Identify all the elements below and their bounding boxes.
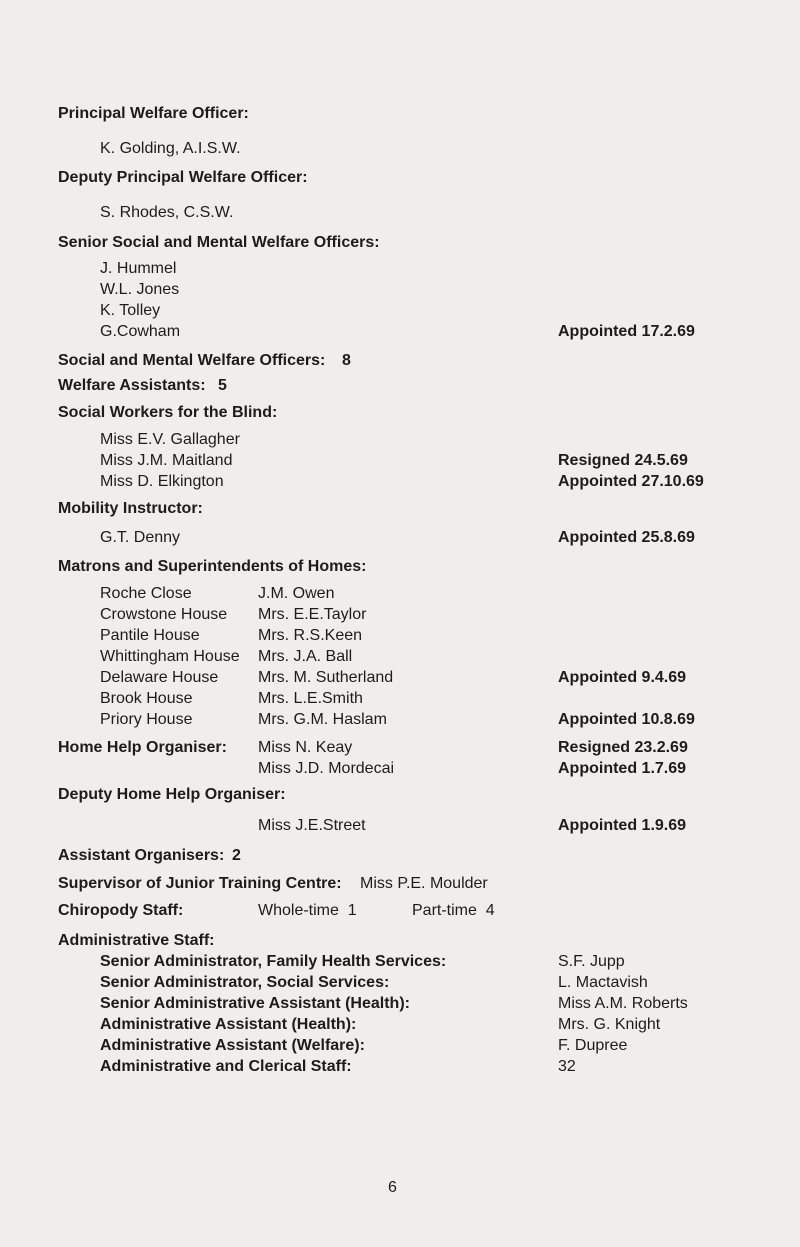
admin-person: F. Dupree bbox=[558, 1037, 628, 1054]
admin-role: Senior Administrative Assistant (Health): bbox=[100, 995, 410, 1012]
home-name: Pantile House bbox=[100, 627, 200, 644]
senior-social-name: G.Cowham bbox=[100, 323, 181, 340]
deputy-home-help-name: Miss J.E.Street bbox=[258, 817, 366, 834]
admin-person: Mrs. G. Knight bbox=[558, 1016, 661, 1033]
deputy-home-help-note: Appointed 1.9.69 bbox=[558, 817, 687, 834]
senior-social-name: K. Tolley bbox=[100, 302, 161, 319]
home-person: Mrs. R.S.Keen bbox=[258, 627, 363, 644]
home-person: J.M. Owen bbox=[258, 585, 335, 602]
home-name: Roche Close bbox=[100, 585, 192, 602]
social-mental-heading: Social and Mental Welfare Officers: bbox=[58, 352, 326, 369]
home-person: Mrs. L.E.Smith bbox=[258, 690, 363, 707]
blind-worker-name: Miss D. Elkington bbox=[100, 473, 224, 490]
home-person: Mrs. J.A. Ball bbox=[258, 648, 353, 665]
senior-social-name: J. Hummel bbox=[100, 260, 177, 277]
supervisor-heading: Supervisor of Junior Training Centre: bbox=[58, 875, 342, 892]
home-help-note: Resigned 23.2.69 bbox=[558, 739, 688, 756]
home-name: Priory House bbox=[100, 711, 193, 728]
assistant-organisers-count: 2 bbox=[232, 847, 241, 864]
mobility-name: G.T. Denny bbox=[100, 529, 181, 546]
blind-worker-note: Appointed 27.10.69 bbox=[558, 473, 704, 490]
blind-workers-heading: Social Workers for the Blind: bbox=[58, 404, 278, 421]
senior-social-heading: Senior Social and Mental Welfare Officers: bbox=[58, 234, 380, 251]
assistant-organisers-heading: Assistant Organisers: bbox=[58, 847, 225, 864]
deputy-principal-name: S. Rhodes, C.S.W. bbox=[100, 204, 234, 221]
home-help-name: Miss J.D. Mordecai bbox=[258, 760, 395, 777]
home-name: Delaware House bbox=[100, 669, 219, 686]
principal-name: K. Golding, A.I.S.W. bbox=[100, 140, 241, 157]
welfare-assistants-count: 5 bbox=[218, 377, 227, 394]
admin-person: S.F. Jupp bbox=[558, 953, 625, 970]
admin-person: 32 bbox=[558, 1058, 576, 1075]
mobility-note: Appointed 25.8.69 bbox=[558, 529, 695, 546]
deputy-principal-heading: Deputy Principal Welfare Officer: bbox=[58, 169, 308, 186]
home-person: Mrs. M. Sutherland bbox=[258, 669, 394, 686]
welfare-assistants-heading: Welfare Assistants: bbox=[58, 377, 206, 394]
admin-role: Senior Administrator, Social Services: bbox=[100, 974, 390, 991]
home-name: Whittingham House bbox=[100, 648, 240, 665]
home-name: Crowstone House bbox=[100, 606, 228, 623]
admin-person: L. Mactavish bbox=[558, 974, 648, 991]
home-person: Mrs. E.E.Taylor bbox=[258, 606, 367, 623]
deputy-home-help-heading: Deputy Home Help Organiser: bbox=[58, 786, 286, 803]
blind-worker-name: Miss E.V. Gallagher bbox=[100, 431, 240, 448]
blind-worker-name: Miss J.M. Maitland bbox=[100, 452, 233, 469]
social-mental-count: 8 bbox=[342, 352, 351, 369]
matrons-heading: Matrons and Superintendents of Homes: bbox=[58, 558, 367, 575]
senior-social-note: Appointed 17.2.69 bbox=[558, 323, 695, 340]
admin-role: Senior Administrator, Family Health Services: bbox=[100, 953, 447, 970]
blind-worker-note: Resigned 24.5.69 bbox=[558, 452, 688, 469]
chiropody-part-time: Part-time 4 bbox=[412, 902, 495, 919]
home-help-heading: Home Help Organiser: bbox=[58, 739, 227, 756]
admin-person: Miss A.M. Roberts bbox=[558, 995, 688, 1012]
admin-role: Administrative and Clerical Staff: bbox=[100, 1058, 352, 1075]
home-name: Brook House bbox=[100, 690, 193, 707]
principal-heading: Principal Welfare Officer: bbox=[58, 105, 249, 122]
home-note: Appointed 9.4.69 bbox=[558, 669, 687, 686]
home-person: Mrs. G.M. Haslam bbox=[258, 711, 387, 728]
chiropody-whole-time: Whole-time 1 bbox=[258, 902, 357, 919]
home-note: Appointed 10.8.69 bbox=[558, 711, 695, 728]
supervisor-name: Miss P.E. Moulder bbox=[360, 875, 488, 892]
chiropody-heading: Chiropody Staff: bbox=[58, 902, 184, 919]
admin-role: Administrative Assistant (Health): bbox=[100, 1016, 357, 1033]
senior-social-name: W.L. Jones bbox=[100, 281, 180, 298]
administrative-heading: Administrative Staff: bbox=[58, 932, 215, 949]
mobility-heading: Mobility Instructor: bbox=[58, 500, 203, 517]
admin-role: Administrative Assistant (Welfare): bbox=[100, 1037, 365, 1054]
home-help-name: Miss N. Keay bbox=[258, 739, 353, 756]
home-help-note: Appointed 1.7.69 bbox=[558, 760, 687, 777]
page-number: 6 bbox=[388, 1179, 397, 1196]
